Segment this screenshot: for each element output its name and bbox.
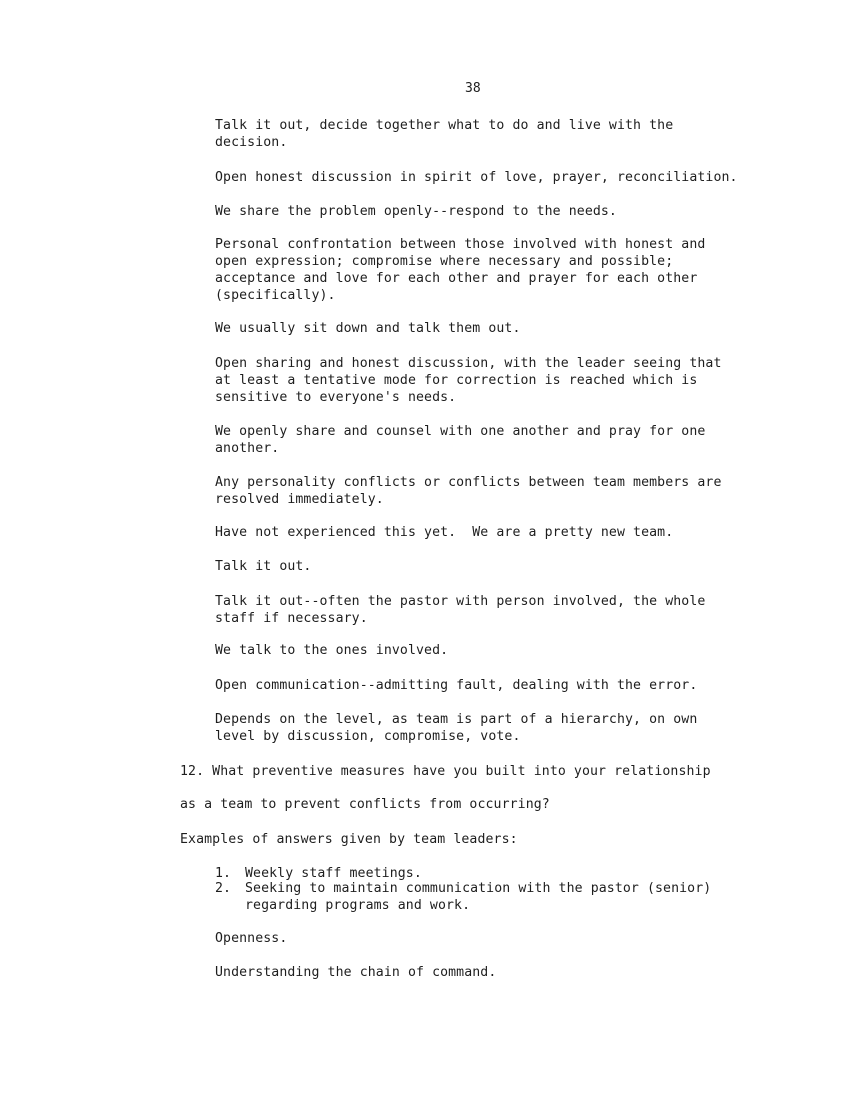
- answer-line: open expression; compromise where necessary and possible;: [215, 254, 674, 269]
- answer-line: Talk it out.: [215, 559, 312, 574]
- question-12-line-1: 12. What preventive measures have you built into your relationship: [180, 764, 711, 779]
- answer-line: Understanding the chain of command.: [215, 965, 497, 980]
- answer-line: Open honest discussion in spirit of love, prayer, reconciliation.: [215, 170, 738, 185]
- list-item-line: Seeking to maintain communication with the pastor (senior): [245, 881, 712, 896]
- answer-paragraph: [215, 558, 311, 575]
- answer-paragraph: [215, 642, 448, 659]
- answer-line: sensitive to everyone's needs.: [215, 390, 457, 405]
- answer-line: acceptance and love for each other and prayer for each other: [215, 271, 698, 286]
- answer-line: We usually sit down and talk them out.: [215, 321, 521, 336]
- answer-paragraph: [215, 593, 705, 627]
- answer-line: Talk it out, decide together what to do and live with the: [215, 118, 674, 133]
- answer-paragraph: [215, 964, 496, 981]
- answer-paragraph: [215, 169, 738, 186]
- answer-line: at least a tentative mode for correction is reached which is: [215, 373, 698, 388]
- answer-paragraph: [215, 355, 722, 406]
- answer-paragraph: [215, 320, 521, 337]
- answer-line: We openly share and counsel with one another and pray for one: [215, 424, 706, 439]
- answer-paragraph: [215, 474, 722, 508]
- answer-line: level by discussion, compromise, vote.: [215, 729, 521, 744]
- answer-paragraph: [215, 117, 673, 151]
- answer-paragraph: [215, 930, 287, 947]
- answer-line: We talk to the ones involved.: [215, 643, 449, 658]
- answer-line: We share the problem openly--respond to the needs.: [215, 204, 617, 219]
- answer-line: Talk it out--often the pastor with person involved, the whole: [215, 594, 706, 609]
- answer-line: decision.: [215, 135, 288, 150]
- examples-heading: Examples of answers given by team leaders:: [180, 832, 518, 847]
- answer-line: (specifically).: [215, 288, 336, 303]
- answer-line: staff if necessary.: [215, 611, 368, 626]
- answer-line: Personal confrontation between those involved with honest and: [215, 237, 706, 252]
- answer-line: another.: [215, 441, 280, 456]
- list-number: 1.: [215, 866, 232, 881]
- list-item: Weekly staff meetings.: [245, 866, 422, 881]
- answer-line: resolved immediately.: [215, 492, 384, 507]
- answer-line: Open communication--admitting fault, dealing with the error.: [215, 678, 698, 693]
- answer-paragraph: [215, 524, 673, 541]
- list-item-line: regarding programs and work.: [245, 898, 471, 913]
- answer-paragraph: [215, 423, 705, 457]
- answer-line: Any personality conflicts or conflicts between team members are: [215, 475, 722, 490]
- answer-paragraph: [215, 711, 697, 745]
- page-number: 38: [465, 81, 481, 96]
- answer-line: Have not experienced this yet. We are a pretty new team.: [215, 525, 674, 540]
- answer-paragraph: [215, 236, 705, 304]
- answer-line: Open sharing and honest discussion, with the leader seeing that: [215, 356, 722, 371]
- answer-line: Depends on the level, as team is part of a hierarchy, on own: [215, 712, 698, 727]
- list-number: 2.: [215, 881, 232, 896]
- list-item: [245, 880, 711, 914]
- question-12-line-2: as a team to prevent conflicts from occurring?: [180, 797, 550, 812]
- answer-paragraph: [215, 677, 697, 694]
- answer-paragraph: [215, 203, 617, 220]
- answer-line: Openness.: [215, 931, 288, 946]
